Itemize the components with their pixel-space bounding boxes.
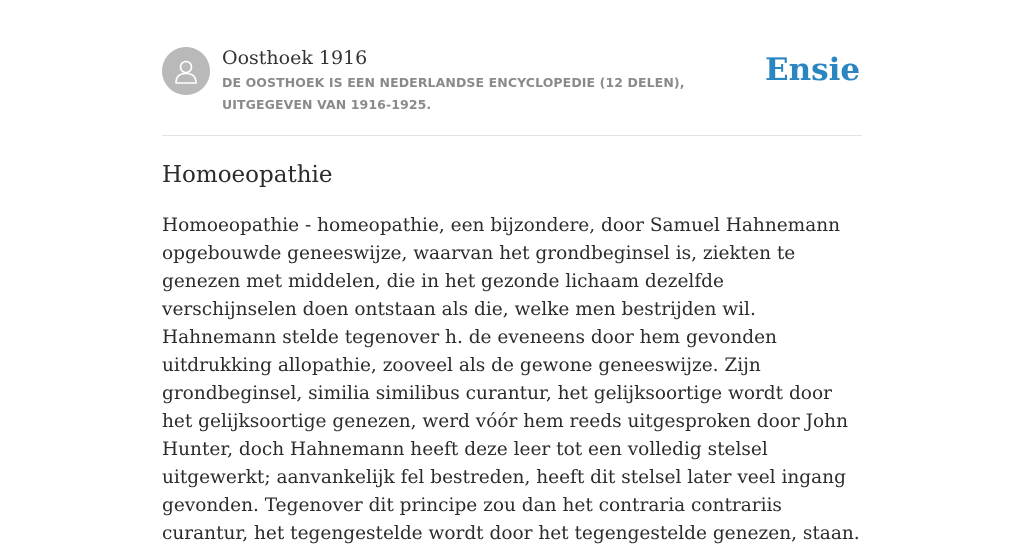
header-divider (162, 135, 862, 136)
source-description: DE OOSTHOEK IS EEN NEDERLANDSE ENCYCLOPEDIE (12 DELEN), UITGEGEVEN VAN 1916-1925. (222, 75, 685, 112)
ensie-logo[interactable]: Ensie (765, 52, 861, 88)
source-avatar[interactable] (162, 47, 210, 95)
entry-body: Homoeopathie - homeopathie, een bijzondere, door Samuel Hahnemann opgebouwde geneeswijze, waarvan het grondbeginsel is, ziekten te genezen met middelen, die in het gezonde lichaam dezelfde verschijnselen doen ontstaan als die, welke men bestrijden wil. Hahnemann stelde tegenover h. de eveneens door hem gevonden uitdrukking allopathie, zooveel als de gewone geneeswijze. Zijn grondbeginsel, similia similibus curantur, het gelijksoortige wordt door het gelijksoortige genezen, werd vóór hem reeds uitgesproken door John Hunter, doch Hahnemann heeft deze leer tot een volledig stelsel uitgewerkt; aanvankelijk fel bestreden, heeft dit stelsel later veel ingang gevonden. Tegenover dit principe zou dan het contraria contrariis curantur, het tegengestelde wordt door het tegengestelde genezen, staan. (162, 215, 860, 544)
entry-title: Homoeopathie (162, 162, 333, 188)
user-avatar-icon (171, 56, 201, 86)
source-title[interactable]: Oosthoek 1916 (222, 47, 368, 69)
